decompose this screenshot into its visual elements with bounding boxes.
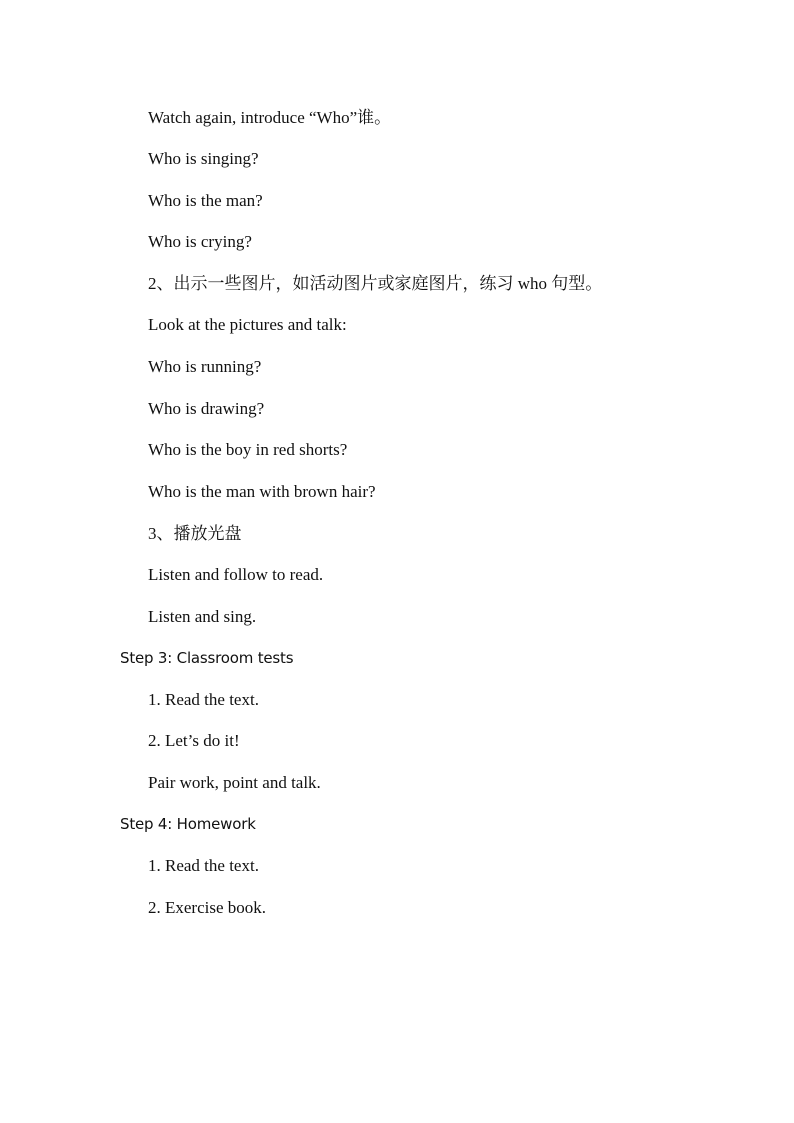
text-line: Who is crying? — [148, 232, 252, 251]
text-line: Pair work, point and talk. — [148, 773, 321, 792]
text-line: 2. Let’s do it! — [148, 731, 240, 750]
text-line: Look at the pictures and talk: — [148, 315, 347, 334]
text-line: Who is the man? — [148, 191, 263, 210]
text-line: Who is singing? — [148, 149, 259, 168]
text-line: Watch again, introduce “Who”谁。 — [148, 108, 392, 127]
text-line: Who is the boy in red shorts? — [148, 440, 348, 459]
section-heading: Step 4: Homework — [120, 815, 256, 833]
text-line: Who is running? — [148, 357, 262, 376]
text-line: Who is drawing? — [148, 399, 265, 418]
text-line: 3、播放光盘 — [148, 524, 242, 543]
text-line: 1. Read the text. — [148, 856, 259, 875]
text-line: Who is the man with brown hair? — [148, 482, 376, 501]
text-line: 2、出示一些图片，如活动图片或家庭图片，练习 who 句型。 — [148, 274, 603, 293]
section-heading: Step 3: Classroom tests — [120, 649, 294, 667]
text-line: 1. Read the text. — [148, 690, 259, 709]
text-line: 2. Exercise book. — [148, 898, 267, 917]
text-line: Listen and follow to read. — [148, 565, 324, 584]
text-line: Listen and sing. — [148, 607, 257, 626]
